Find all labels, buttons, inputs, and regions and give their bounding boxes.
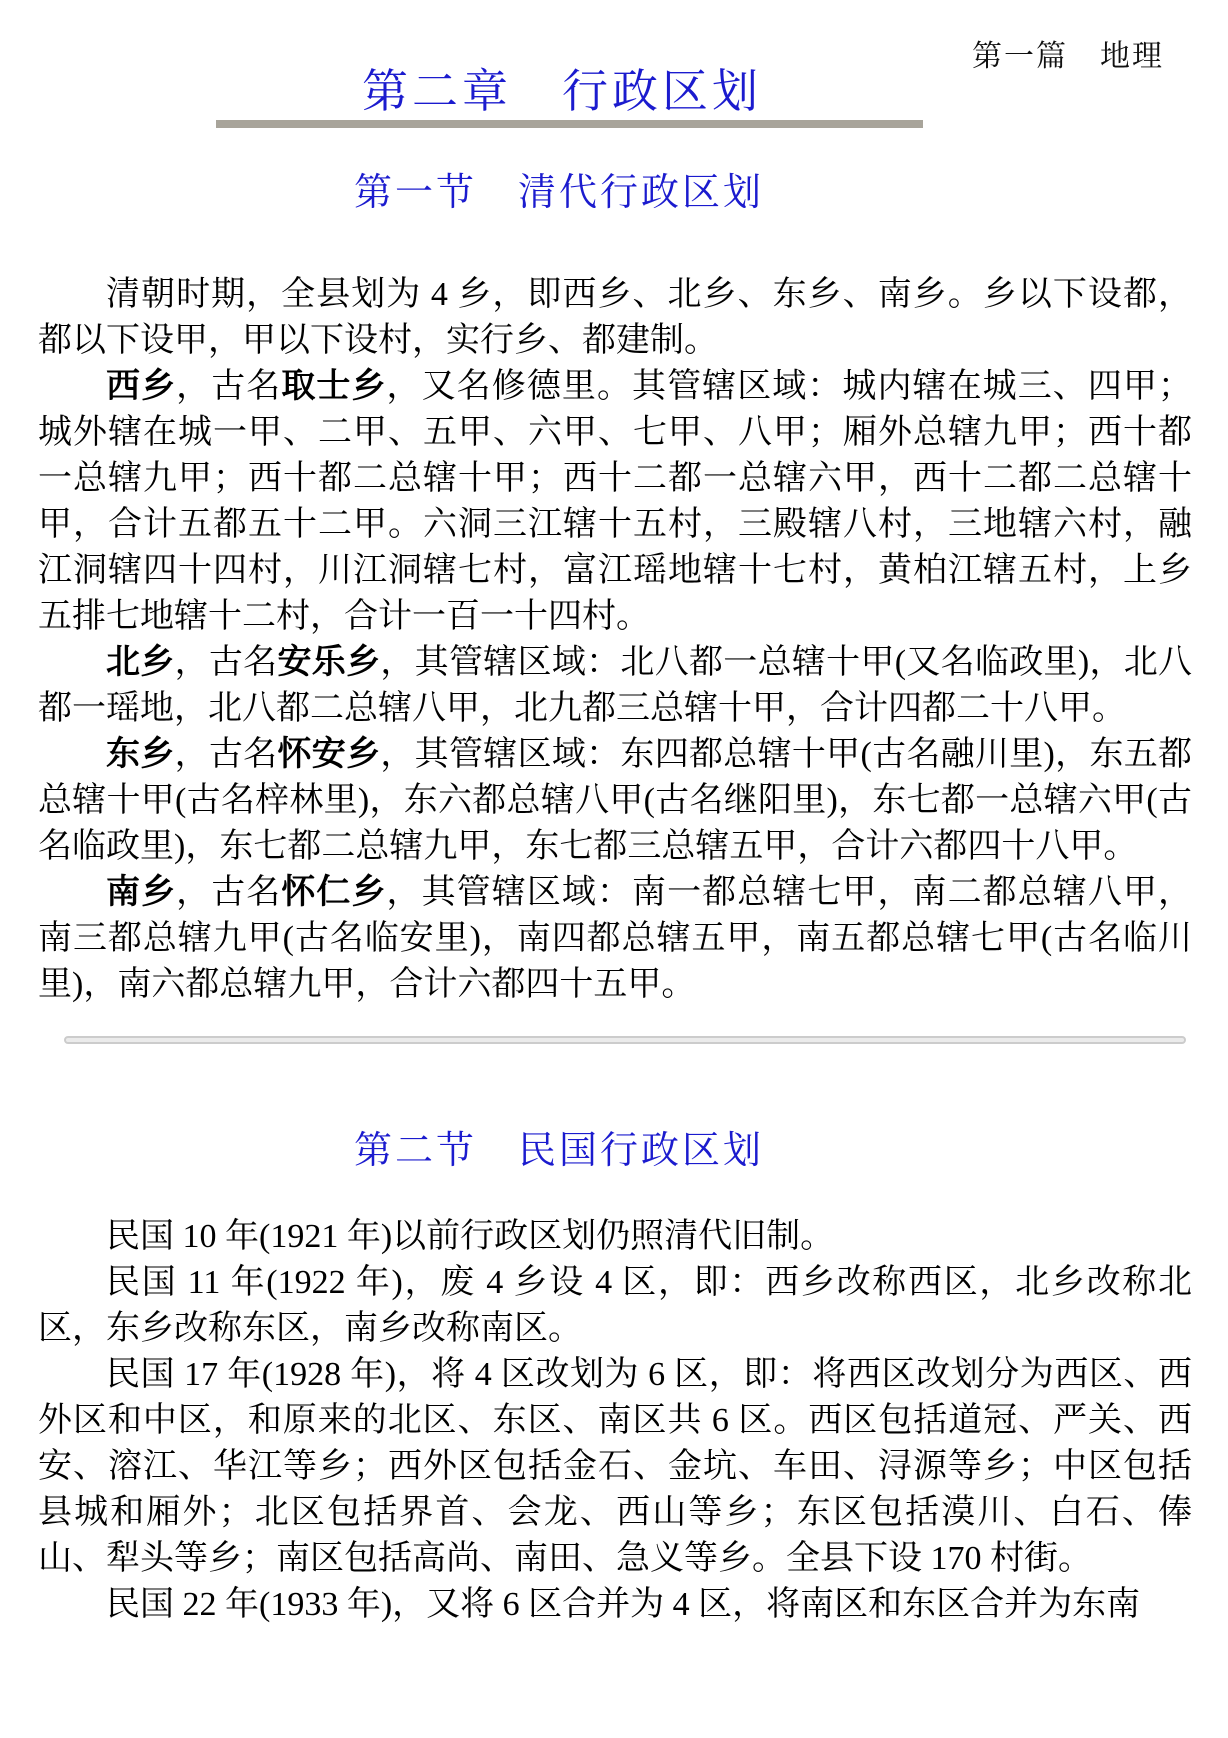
text-run-bold: 怀仁乡 (281, 874, 387, 911)
text-run-bold: 怀安乡 (277, 736, 381, 773)
text-run-bold: 西乡 (106, 368, 177, 405)
text-run: ，古名 (176, 874, 282, 911)
paragraph (38, 1260, 1192, 1352)
text-run: 民国 17 年(1928 年)，将 4 区改划为 6 区，即：将西区改划分为西区、西外区和中区，和原来的北区、东区、南区共 6 区。西区包括道冠、严关、西安、溶江、华江等乡；西外区包括金石、金坑、车田、浔源等乡；中区包括县城和厢外；北区包括界首、会龙、西山等乡；东区包括漠川、白石、俸山、犁头等乡；南区包括高尚、南田、急义等乡。全县下设 170 村街。 (38, 1356, 1192, 1577)
section2-title: 第二节 民国行政区划 (353, 1130, 764, 1172)
text-run: ，又名修德里。其管辖区域：城内辖在城三、四甲；城外辖在城一甲、二甲、五甲、六甲、七甲、八甲；厢外总辖九甲；西十都一总辖九甲；西十都二总辖十甲；西十二都一总辖六甲，西十二都二总辖十甲，合计五都五十二甲。六洞三江辖十五村，三殿辖八村，三地辖六村，融江洞辖四十四村，川江洞辖七村，富江瑶地辖十七村，黄柏江辖五村，上乡五排七地辖十二村，合计一百一十四村。 (38, 368, 1193, 635)
paragraph (38, 870, 1192, 1008)
section-divider-rule (64, 1036, 1186, 1044)
paragraph (38, 1582, 1192, 1628)
section2-body (38, 1214, 1192, 1628)
paragraph (38, 1352, 1192, 1582)
text-run: ，其管辖区域：南一都总辖七甲，南二都总辖八甲，南三都总辖九甲(古名临安里)，南四都总辖五甲，南五都总辖七甲(古名临川里)，南六都总辖九甲，合计六都四十五甲。 (38, 874, 1193, 1003)
text-run-bold: 南乡 (106, 874, 177, 911)
text-run: 民国 11 年(1922 年)，废 4 乡设 4 区，即：西乡改称西区，北乡改称北区，东乡改称东区，南乡改称南区。 (38, 1264, 1192, 1347)
text-run: ，其管辖区域：东四都总辖十甲(古名融川里)，东五都总辖十甲(古名梓林里)，东六都总辖八甲(古名继阳里)，东七都一总辖六甲(古名临政里)，东七都二总辖九甲，东七都三总辖五甲，合计六都四十八甲。 (38, 736, 1193, 865)
text-run: ，古名 (174, 644, 278, 681)
paragraph (38, 732, 1192, 870)
text-run: ，其管辖区域：北八都一总辖十甲(又名临政里)，北八都一瑶地，北八都二总辖八甲，北九都三总辖十甲，合计四都二十八甲。 (38, 644, 1193, 727)
paragraph (38, 640, 1192, 732)
text-run: 民国 10 年(1921 年)以前行政区划仍照清代旧制。 (106, 1218, 835, 1255)
text-run: ，古名 (176, 368, 282, 405)
section1-body (38, 272, 1192, 1008)
text-run: 清朝时期，全县划为 4 乡，即西乡、北乡、东乡、南乡。乡以下设都，都以下设甲，甲以下设村，实行乡、都建制。 (38, 276, 1192, 359)
running-header: 第一篇 地理 (972, 40, 1164, 73)
text-run-bold: 取士乡 (281, 368, 387, 405)
text-run-bold: 北乡 (106, 644, 175, 681)
chapter-title: 第二章 行政区划 (362, 66, 762, 117)
text-run-bold: 东乡 (106, 736, 175, 773)
paragraph (38, 364, 1192, 640)
text-run: ，古名 (174, 736, 278, 773)
text-run-bold: 安乐乡 (277, 644, 381, 681)
paragraph (38, 1214, 1192, 1260)
chapter-title-rule (216, 120, 923, 128)
section1-title: 第一节 清代行政区划 (353, 172, 764, 214)
text-run: 民国 22 年(1933 年)，又将 6 区合并为 4 区，将南区和东区合并为东南 (106, 1586, 1141, 1623)
paragraph (38, 272, 1192, 364)
